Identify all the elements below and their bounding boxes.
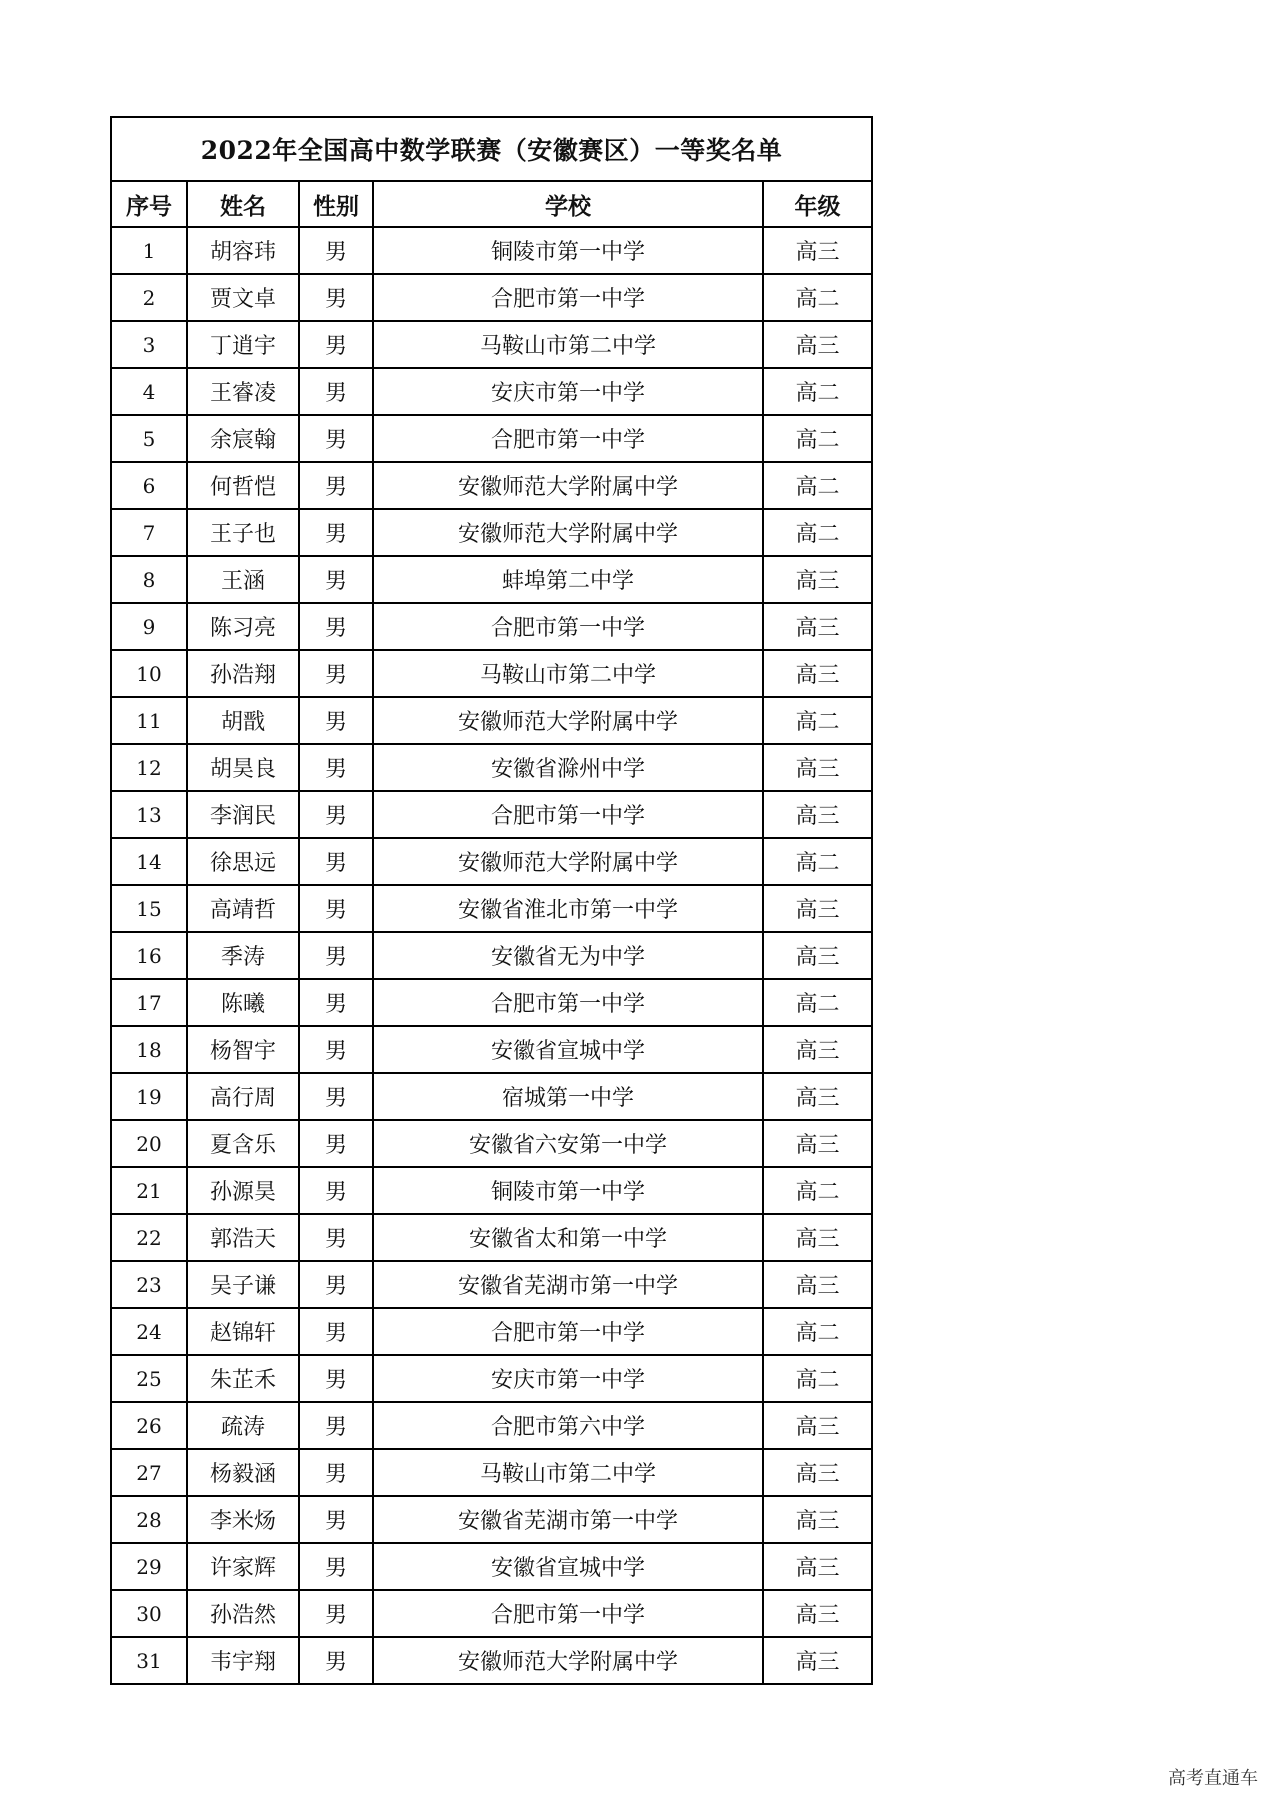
- document-title: 2022年全国高中数学联赛（安徽赛区）一等奖名单: [112, 118, 871, 182]
- cell-no: 27: [112, 1449, 187, 1496]
- cell-grade: 高三: [763, 1073, 871, 1120]
- cell-no: 19: [112, 1073, 187, 1120]
- table-row: [112, 1261, 871, 1308]
- cell-school: 安徽省滁州中学: [373, 744, 763, 791]
- cell-name: 丁逍宇: [187, 321, 299, 368]
- table-row: [112, 744, 871, 791]
- table-row: [112, 650, 871, 697]
- cell-grade: 高二: [763, 368, 871, 415]
- cell-grade: 高二: [763, 838, 871, 885]
- cell-no: 11: [112, 697, 187, 744]
- cell-no: 2: [112, 274, 187, 321]
- cell-no: 13: [112, 791, 187, 838]
- cell-grade: 高二: [763, 697, 871, 744]
- table-row: [112, 791, 871, 838]
- table-row: [112, 1543, 871, 1590]
- cell-name: 疏涛: [187, 1402, 299, 1449]
- cell-school: 马鞍山市第二中学: [373, 1449, 763, 1496]
- cell-sex: 男: [299, 1026, 373, 1073]
- cell-name: 余宸翰: [187, 415, 299, 462]
- award-list-sheet: [110, 116, 873, 1685]
- cell-name: 何哲恺: [187, 462, 299, 509]
- cell-grade: 高三: [763, 1590, 871, 1637]
- column-header-no: 序号: [112, 182, 187, 227]
- cell-sex: 男: [299, 1308, 373, 1355]
- cell-sex: 男: [299, 321, 373, 368]
- cell-no: 10: [112, 650, 187, 697]
- cell-school: 安徽省芜湖市第一中学: [373, 1496, 763, 1543]
- column-header-name: 姓名: [187, 182, 299, 227]
- table-row: [112, 556, 871, 603]
- cell-sex: 男: [299, 1261, 373, 1308]
- cell-sex: 男: [299, 462, 373, 509]
- cell-sex: 男: [299, 227, 373, 274]
- table-row: [112, 1637, 871, 1683]
- cell-grade: 高三: [763, 885, 871, 932]
- cell-school: 安徽师范大学附属中学: [373, 509, 763, 556]
- cell-grade: 高三: [795, 1650, 840, 1675]
- table-row: [112, 603, 871, 650]
- watermark-text: 高考直通车: [1168, 1768, 1258, 1789]
- cell-grade: 高二: [763, 509, 871, 556]
- cell-school: 铜陵市第一中学: [373, 227, 763, 274]
- cell-grade: 高三: [763, 227, 871, 274]
- cell-no: 7: [112, 509, 187, 556]
- table-row: [112, 1449, 871, 1496]
- cell-school: 合肥市第一中学: [373, 1590, 763, 1637]
- column-header-grade: 年级: [763, 182, 871, 227]
- cell-grade: 高二: [763, 415, 871, 462]
- cell-no: 3: [112, 321, 187, 368]
- column-header-school: 学校: [373, 182, 763, 227]
- cell-name: 胡昊良: [187, 744, 299, 791]
- cell-grade: 高三: [763, 556, 871, 603]
- table-row: [112, 885, 871, 932]
- cell-name: 李米炀: [187, 1496, 299, 1543]
- cell-school: 安徽省宣城中学: [373, 1026, 763, 1073]
- table-row: [112, 321, 871, 368]
- cell-name: 王子也: [187, 509, 299, 556]
- cell-grade: 高三: [763, 1496, 871, 1543]
- cell-sex: 男: [299, 1449, 373, 1496]
- cell-school: 合肥市第一中学: [373, 1308, 763, 1355]
- cell-school: 安徽省太和第一中学: [373, 1214, 763, 1261]
- cell-school: 安徽师范大学附属中学: [373, 462, 763, 509]
- cell-name: 季涛: [187, 932, 299, 979]
- table-row: [112, 1120, 871, 1167]
- cell-no: 25: [112, 1355, 187, 1402]
- cell-school: 安徽省芜湖市第一中学: [373, 1261, 763, 1308]
- cell-no: 18: [112, 1026, 187, 1073]
- table-row: [112, 1496, 871, 1543]
- cell-name: 李润民: [187, 791, 299, 838]
- cell-sex: 男: [299, 1214, 373, 1261]
- cell-grade: 高二: [763, 1167, 871, 1214]
- cell-no: 5: [112, 415, 187, 462]
- cell-sex: 男: [299, 1120, 373, 1167]
- cell-name: 王涵: [187, 556, 299, 603]
- cell-school: 安徽师范大学附属中学: [373, 838, 763, 885]
- cell-grade: 高三: [763, 744, 871, 791]
- cell-name: 王睿凌: [187, 368, 299, 415]
- cell-no: 15: [112, 885, 187, 932]
- cell-grade: 高三: [763, 603, 871, 650]
- cell-grade: 高三: [763, 1214, 871, 1261]
- cell-sex: 男: [299, 932, 373, 979]
- cell-sex: 男: [299, 838, 373, 885]
- cell-name: 韦宇翔: [187, 1637, 299, 1683]
- cell-no: 17: [112, 979, 187, 1026]
- cell-sex: 男: [299, 650, 373, 697]
- cell-sex: 男: [299, 1355, 373, 1402]
- cell-school: 安徽省淮北市第一中学: [373, 885, 763, 932]
- table-row: [112, 697, 871, 744]
- cell-no: 12: [112, 744, 187, 791]
- cell-school: 马鞍山市第二中学: [373, 650, 763, 697]
- cell-grade: 高三: [763, 1120, 871, 1167]
- cell-sex: 男: [299, 1402, 373, 1449]
- cell-school: 宿城第一中学: [373, 1073, 763, 1120]
- cell-name: 孙浩翔: [187, 650, 299, 697]
- cell-name: 杨毅涵: [187, 1449, 299, 1496]
- cell-no: 8: [112, 556, 187, 603]
- cell-name: 胡容玮: [187, 227, 299, 274]
- cell-name: 陈习亮: [187, 603, 299, 650]
- cell-name: 吴子谦: [187, 1261, 299, 1308]
- cell-school: 安庆市第一中学: [373, 368, 763, 415]
- cell-school: 合肥市第六中学: [373, 1402, 763, 1449]
- cell-no: 21: [112, 1167, 187, 1214]
- table-row: [112, 415, 871, 462]
- cell-sex: 男: [299, 368, 373, 415]
- cell-grade: 高三: [763, 1261, 871, 1308]
- cell-grade: 高三: [763, 932, 871, 979]
- cell-name: 孙浩然: [187, 1590, 299, 1637]
- cell-name: 胡戬: [187, 697, 299, 744]
- cell-no: 6: [112, 462, 187, 509]
- cell-grade: 高三: [763, 1543, 871, 1590]
- cell-sex: 男: [299, 603, 373, 650]
- cell-sex: 男: [299, 556, 373, 603]
- cell-school: 合肥市第一中学: [373, 979, 763, 1026]
- cell-name: 郭浩天: [187, 1214, 299, 1261]
- cell-name: 高靖哲: [187, 885, 299, 932]
- cell-grade: 高二: [763, 462, 871, 509]
- table-row: [112, 1355, 871, 1402]
- cell-school: 安庆市第一中学: [373, 1355, 763, 1402]
- cell-no: 1: [112, 227, 187, 274]
- cell-name: 孙源昊: [187, 1167, 299, 1214]
- cell-grade: 高三: [763, 1026, 871, 1073]
- cell-sex: 男: [299, 885, 373, 932]
- cell-sex: 男: [299, 1543, 373, 1590]
- table-row: [112, 274, 871, 321]
- cell-no: 20: [112, 1120, 187, 1167]
- cell-sex: 男: [299, 979, 373, 1026]
- table-row: [112, 979, 871, 1026]
- cell-school: 合肥市第一中学: [373, 791, 763, 838]
- cell-name: 徐思远: [187, 838, 299, 885]
- cell-grade: 高三: [763, 1402, 871, 1449]
- cell-school: 安徽省无为中学: [373, 932, 763, 979]
- cell-sex: 男: [299, 274, 373, 321]
- cell-no: 30: [112, 1590, 187, 1637]
- cell-no: 16: [112, 932, 187, 979]
- cell-school: 安徽师范大学附属中学: [373, 697, 763, 744]
- table-row: [112, 368, 871, 415]
- cell-name: 赵锦轩: [187, 1308, 299, 1355]
- cell-grade: 高三: [763, 1449, 871, 1496]
- cell-grade: 高二: [763, 1308, 871, 1355]
- cell-no: 24: [112, 1308, 187, 1355]
- cell-grade: 高三: [763, 321, 871, 368]
- cell-name: 许家辉: [187, 1543, 299, 1590]
- cell-school: 合肥市第一中学: [373, 415, 763, 462]
- column-header-sex: 性别: [299, 182, 373, 227]
- table-row: [112, 509, 871, 556]
- table-row: [112, 1590, 871, 1637]
- cell-sex: 男: [299, 1073, 373, 1120]
- cell-name: 高行周: [187, 1073, 299, 1120]
- table-row: [112, 838, 871, 885]
- table-header-row: [112, 182, 871, 227]
- cell-school: 合肥市第一中学: [373, 274, 763, 321]
- cell-grade: 高三: [763, 791, 871, 838]
- cell-school: 安徽师范大学附属中学: [373, 1637, 763, 1683]
- cell-sex: 男: [299, 697, 373, 744]
- cell-school: 安徽省宣城中学: [373, 1543, 763, 1590]
- cell-name: 贾文卓: [187, 274, 299, 321]
- table-row: [112, 1308, 871, 1355]
- table-body: [112, 227, 871, 1683]
- cell-school: 蚌埠第二中学: [373, 556, 763, 603]
- cell-no: 23: [112, 1261, 187, 1308]
- cell-sex: 男: [299, 744, 373, 791]
- cell-no: 31: [112, 1637, 187, 1683]
- cell-no: 14: [112, 838, 187, 885]
- table-row: [112, 1402, 871, 1449]
- cell-grade: 高二: [763, 979, 871, 1026]
- cell-school: 马鞍山市第二中学: [373, 321, 763, 368]
- cell-sex: 男: [299, 509, 373, 556]
- cell-grade: 高二: [763, 1355, 871, 1402]
- table-row: [112, 932, 871, 979]
- cell-sex: 男: [299, 1590, 373, 1637]
- cell-school: 铜陵市第一中学: [373, 1167, 763, 1214]
- cell-no: 22: [112, 1214, 187, 1261]
- cell-sex: 男: [299, 1637, 373, 1683]
- cell-name: 夏含乐: [187, 1120, 299, 1167]
- cell-school: 合肥市第一中学: [373, 603, 763, 650]
- cell-no: 26: [112, 1402, 187, 1449]
- cell-sex: 男: [299, 415, 373, 462]
- cell-school: 安徽省六安第一中学: [373, 1120, 763, 1167]
- cell-grade: 高二: [763, 274, 871, 321]
- cell-name: 朱芷禾: [187, 1355, 299, 1402]
- table-row: [112, 462, 871, 509]
- table-row: [112, 1026, 871, 1073]
- cell-name: 陈曦: [187, 979, 299, 1026]
- cell-name: 杨智宇: [187, 1026, 299, 1073]
- cell-grade: 高三: [763, 650, 871, 697]
- award-table: [112, 182, 871, 1683]
- cell-sex: 男: [299, 1167, 373, 1214]
- cell-no: 29: [112, 1543, 187, 1590]
- cell-sex: 男: [299, 791, 373, 838]
- table-row: [112, 1214, 871, 1261]
- table-row: [112, 1073, 871, 1120]
- cell-sex: 男: [299, 1496, 373, 1543]
- cell-no: 28: [112, 1496, 187, 1543]
- cell-no: 4: [112, 368, 187, 415]
- cell-no: 9: [112, 603, 187, 650]
- table-row: [112, 227, 871, 274]
- table-row: [112, 1167, 871, 1214]
